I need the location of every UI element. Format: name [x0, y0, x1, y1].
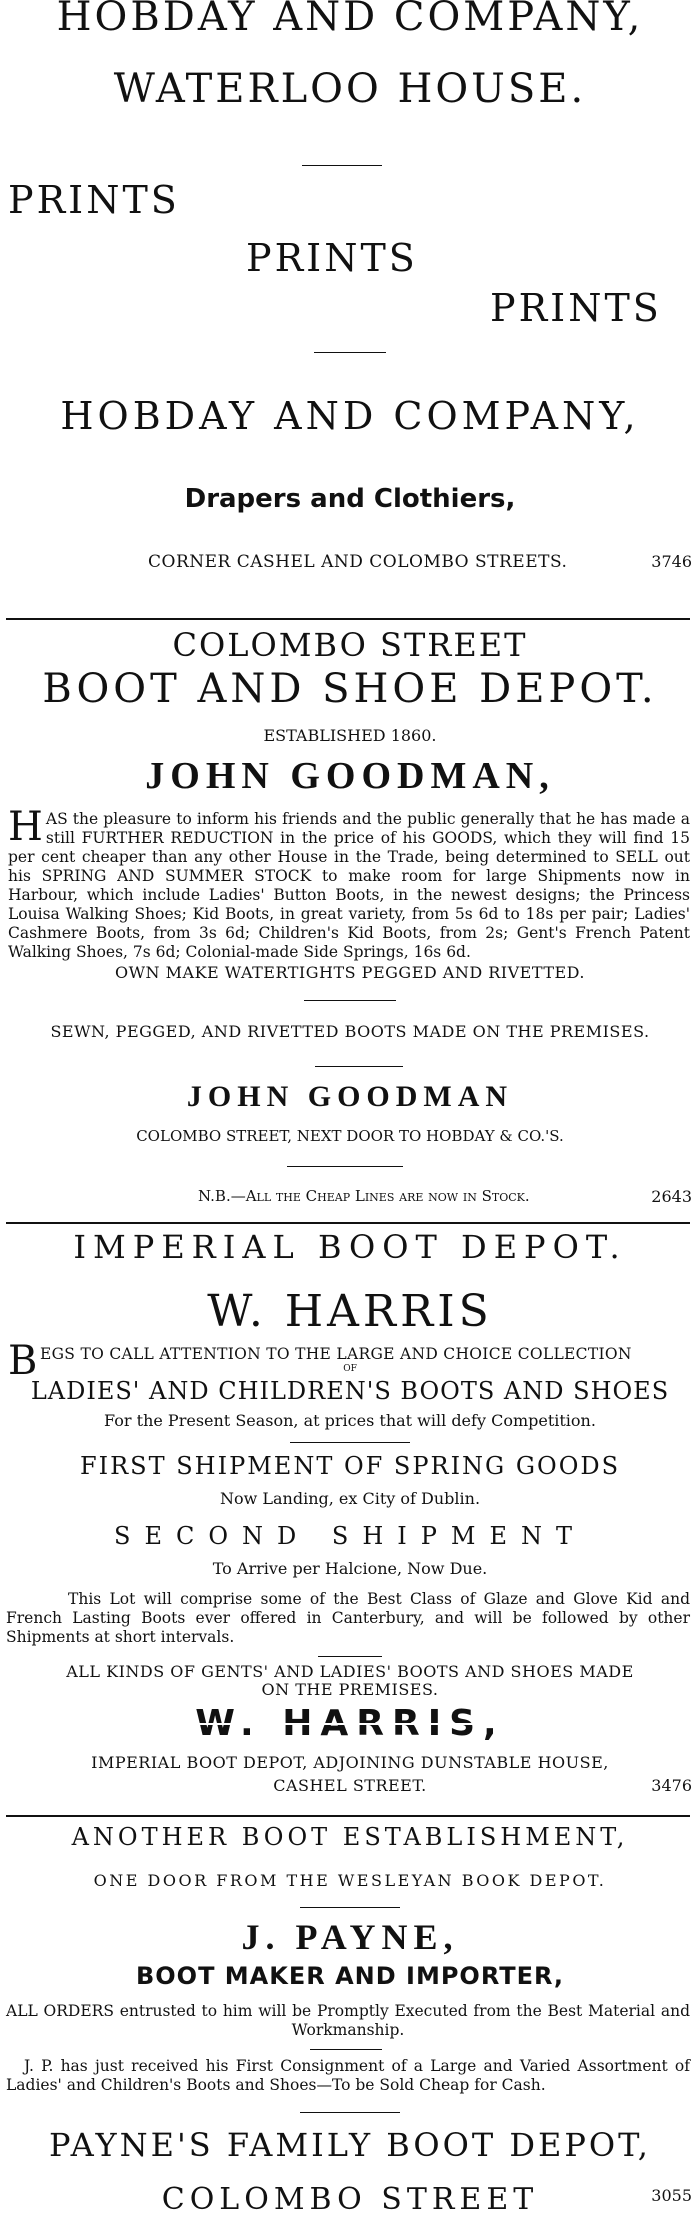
divider — [287, 1166, 403, 1167]
drop-cap: H — [8, 804, 43, 850]
ad1-trade: Drapers and Clothiers, — [184, 484, 516, 514]
divider — [315, 1066, 403, 1067]
ad3-signature-name: W. HARRIS, — [195, 1703, 505, 1744]
ad3-first-shipment: FIRST SHIPMENT OF SPRING GOODS — [79, 1452, 621, 1480]
ad2-signature-address: COLOMBO STREET, NEXT DOOR TO HOBDAY & CO.'S. — [136, 1127, 564, 1145]
ad2-body: AS the pleasure to inform his friends and the public generally that he has made a still FURTHER REDUCTION in the price of his GOODS, which they will find 15 per cent cheaper than any other House in the Trade, being determined to SELL out his SPRING AND SUMMER STOCK to make room for large Shipments now in Harbour, which include Ladies' Button Boots, in the newest designs; the Princess Louisa Walking Shoes; Kid Boots, in great variety, from 5s 6d to 18s per pair; Ladies' Cashmere Boots, from 3s 6d; Children's Kid Boots, from 2s; Gent's French Patent Walking Shoes, 7s 6d; Colonial-made Side Springs, 16s 6d. — [8, 810, 690, 961]
ad1-prints-3: PRINTS — [490, 286, 662, 330]
ad3-signature-address-1: IMPERIAL BOOT DEPOT, ADJOINING DUNSTABLE HOUSE, — [91, 1753, 609, 1772]
ad2-signature-name: JOHN GOODMAN — [186, 1080, 514, 1113]
divider — [318, 1656, 382, 1657]
ad2-body-text — [8, 804, 690, 962]
ad2-own-make: OWN MAKE WATERTIGHTS PEGGED AND RIVETTED. — [114, 963, 586, 982]
ad2-heading-2: BOOT AND SHOE DEPOT. — [42, 666, 658, 712]
ad3-name: W. HARRIS — [207, 1286, 493, 1337]
ad3-second-shipment: SECOND SHIPMENT — [114, 1522, 586, 1550]
ad4-orders: ALL ORDERS entrusted to him will be Promptly Executed from the Best Material and Workmanship. — [6, 2002, 690, 2039]
ad3-season: For the Present Season, at prices that will defy Competition. — [104, 1411, 596, 1430]
ad-separator — [6, 618, 690, 620]
ad1-prints-1: PRINTS — [8, 178, 180, 222]
ad3-landing: Now Landing, ex City of Dublin. — [219, 1489, 481, 1508]
ad3-of: OF — [343, 1364, 357, 1374]
ad3-signature-address-2: CASHEL STREET. — [273, 1776, 427, 1795]
ad4-street: COLOMBO STREET — [161, 2182, 539, 2217]
ad1-company-name: HOBDAY AND COMPANY, — [60, 394, 640, 438]
ad2-reference-number: 2643 — [651, 1187, 692, 1206]
ad1-address: CORNER CASHEL AND COLOMBO STREETS. — [148, 552, 568, 572]
ad2-note: N.B.—All the Cheap Lines are now in Stock. — [198, 1187, 530, 1205]
ad3-begs: EGS TO CALL ATTENTION TO THE LARGE AND CHOICE COLLECTION — [40, 1345, 632, 1363]
ad4-depot: PAYNE'S FAMILY BOOT DEPOT, — [49, 2126, 651, 2164]
ad2-heading-1: COLOMBO STREET — [172, 626, 528, 664]
divider — [314, 352, 386, 353]
ad4-name: J. PAYNE, — [241, 1917, 459, 1957]
ad3-reference-number: 3476 — [651, 1776, 692, 1795]
ad3-all-kinds-1: ALL KINDS OF GENTS' AND LADIES' BOOTS AND SHOES MADE — [66, 1662, 634, 1681]
ad3-heading: IMPERIAL BOOT DEPOT. — [73, 1228, 627, 1266]
ad1-title-line1: HOBDAY AND COMPANY, — [56, 0, 644, 40]
divider — [290, 1442, 410, 1443]
ad3-all-kinds-2: ON THE PREMISES. — [261, 1680, 439, 1699]
ad2-established: ESTABLISHED 1860. — [263, 726, 437, 745]
divider — [304, 1000, 396, 1001]
divider — [310, 2049, 382, 2050]
divider — [300, 1907, 400, 1908]
ad1-reference-number: 3746 — [651, 552, 692, 571]
ad3-drop-cap: B — [8, 1338, 38, 1384]
ad-separator — [6, 1222, 690, 1224]
ad4-reference-number: 3055 — [651, 2186, 692, 2205]
ad4-trade: BOOT MAKER AND IMPORTER, — [135, 1962, 565, 1990]
ad3-ladies: LADIES' AND CHILDREN'S BOOTS AND SHOES — [30, 1377, 670, 1405]
ad4-subheading: ONE DOOR FROM THE WESLEYAN BOOK DEPOT. — [93, 1871, 607, 1890]
ad4-received: J. P. has just received his First Consignment of a Large and Varied Assortment of Ladies' and Children's Boots and Shoes—To be Sold Cheap for Cash. — [6, 2057, 690, 2094]
ad4-heading: ANOTHER BOOT ESTABLISHMENT, — [71, 1823, 629, 1851]
divider — [300, 2112, 400, 2113]
ad3-arrive: To Arrive per Halcione, Now Due. — [212, 1559, 488, 1578]
ad1-prints-2: PRINTS — [246, 236, 418, 280]
divider — [302, 165, 382, 166]
ad3-lot: This Lot will comprise some of the Best Class of Glaze and Glove Kid and French Lasting Boots ever offered in Canterbury, and will be followed by other Shipments at short intervals. — [6, 1590, 690, 1646]
ad-separator — [6, 1815, 690, 1817]
ad2-proprietor: JOHN GOODMAN, — [145, 755, 555, 797]
ad1-title-line2: WATERLOO HOUSE. — [113, 66, 587, 112]
ad2-sewn: SEWN, PEGGED, AND RIVETTED BOOTS MADE ON THE PREMISES. — [50, 1022, 650, 1041]
